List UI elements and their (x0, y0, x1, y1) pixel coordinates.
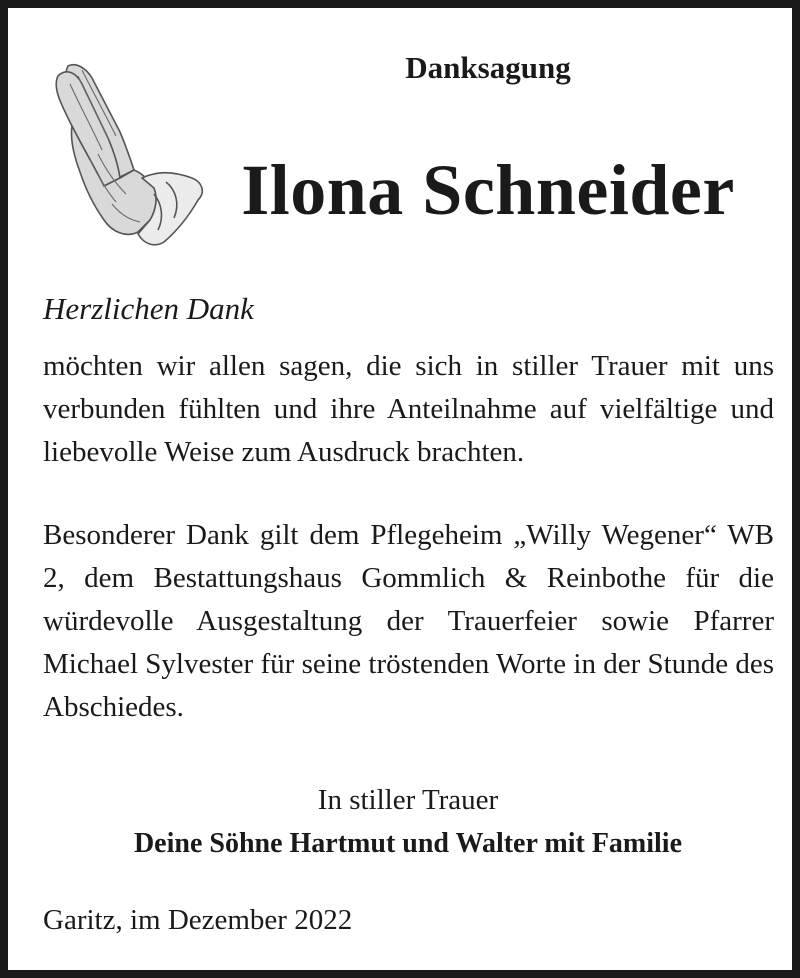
place-date: Garitz, im Dezember 2022 (43, 904, 353, 936)
greeting-line: Herzlichen Dank (43, 291, 254, 326)
family-signature: Deine Söhne Hartmut und Walter mit Familie (133, 828, 683, 859)
mourning-line: In stiller Trauer (317, 784, 499, 816)
special-thanks-paragraph: Besonderer Dank gilt dem Pflegeheim „Willy Wegener“ WB 2, dem Bestattungshaus Gommlich & Reinbothe für die würdevolle Ausgestaltung der Trauerfeier sowie Pfarrer Michael Sylvester für seine tröstenden Worte in der Stunde des Abschiedes. (43, 519, 774, 723)
deceased-name: Ilona Schneider (241, 150, 735, 230)
thanks-paragraph: möchten wir allen sagen, die sich in stiller Trauer mit uns verbunden fühlten und ihre Anteilnahme auf vielfältige und liebevolle Weise zum Ausdruck brachten. (43, 350, 774, 468)
notice-heading: Danksagung (405, 50, 571, 85)
praying-hands-icon (46, 54, 206, 250)
